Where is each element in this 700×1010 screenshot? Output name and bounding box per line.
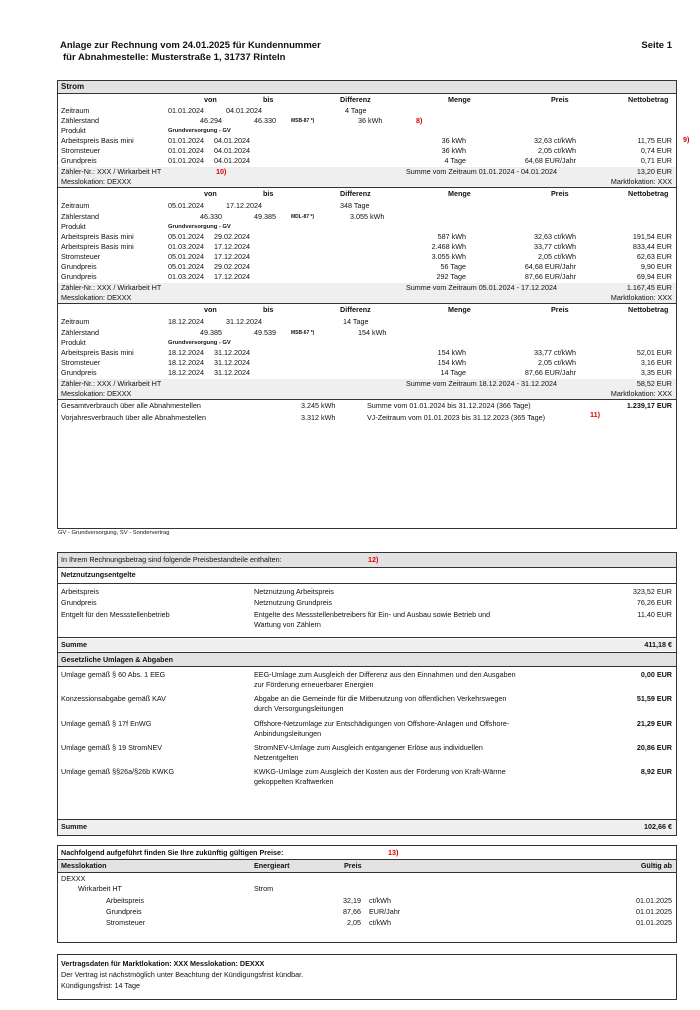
contract-title: Vertragsdaten für Marktlokation: XXX Messlokation: DEXXX xyxy=(61,959,265,968)
netz-summe-row: Summe 411,18 € xyxy=(58,639,676,651)
p1-zeitraum-row: Zeitraum 01.01.2024 04.01.2024 4 Tage xyxy=(61,106,367,115)
p3-zeitraum-row: Zeitraum 18.12.2024 31.12.2024 14 Tage xyxy=(61,317,369,326)
invoice-annex-title: Anlage zur Rechnung vom 24.01.2025 für Kundennummer xyxy=(60,40,321,51)
delivery-address: für Abnahmestelle: Musterstraße 1, 31737 Rinteln xyxy=(63,52,286,63)
p1-item-row: Grundpreis 01.01.2024 04.01.2024 4 Tage 64,68 EUR/Jahr 0,71 EUR xyxy=(61,156,672,165)
note-9: 9) xyxy=(683,135,690,144)
page-number: Seite 1 xyxy=(641,40,672,51)
netz-section-title: Netznutzungsentgelte xyxy=(61,570,136,579)
umlagen-section-title: Gesetzliche Umlagen & Abgaben xyxy=(58,653,676,666)
p3-item-row: Grundpreis 18.12.2024 31.12.2024 14 Tage 87,66 EUR/Jahr 3,35 EUR xyxy=(61,368,672,377)
umlage-row: Umlage gemäß § 17f EnWG Offshore-Netzumlage zur Entschädigungen von Offshore-Anlagen und Offshore- 21,29 EUR xyxy=(61,719,672,728)
umlage-row: Umlage gemäß § 19 StromNEV StromNEV-Umlage zum Ausgleich entgangener Erlöse aus individuellen 20,86 EUR xyxy=(61,743,672,752)
p1-zaehlerstand-row: Zählerstand 46.294 46.330 MSB-87 *) 36 kWh 8) xyxy=(61,116,423,125)
p2-item-row: Arbeitspreis Basis mini 01.03.2024 17.12.2024 2.468 kWh 33,77 ct/kWh 833,44 EUR xyxy=(61,242,672,251)
p2-summary-row: Zähler-Nr.: XXX / Wirkarbeit HT Summe vom Zeitraum 05.01.2024 - 17.12.2024 1.167,45 EUR xyxy=(58,283,676,293)
p3-zaehlerstand-row: Zählerstand 49.385 49.539 MSB-67 *) 154 kWh xyxy=(61,328,387,337)
p2-produkt-row: Produkt Grundversorgung - GV xyxy=(61,222,231,231)
p2-item-row: Stromsteuer 05.01.2024 17.12.2024 3.055 kWh 2,05 ct/kWh 62,63 EUR xyxy=(61,252,672,261)
strom-header xyxy=(58,81,676,93)
p1-produkt-row: Produkt Grundversorgung - GV xyxy=(61,126,231,135)
price-components-intro: In Ihrem Rechnungsbetrag sind folgende Preisbestandteile enthalten: 12) xyxy=(58,553,676,567)
p1-item-row: Stromsteuer 01.01.2024 04.01.2024 36 kWh 2,05 ct/kWh 0,74 EUR xyxy=(61,146,672,155)
p2-item-row: Grundpreis 05.01.2024 29.02.2024 56 Tage 64,68 EUR/Jahr 9,90 EUR xyxy=(61,262,672,271)
p2-zaehlerstand-row: Zählerstand 46.330 49.385 MDL-87 *) 3.055 kWh xyxy=(61,212,385,221)
p1-item-row: Arbeitspreis Basis mini 01.01.2024 04.01.2024 36 kWh 32,63 ct/kWh 11,75 EUR xyxy=(61,136,672,145)
p3-summary-row: Zähler-Nr.: XXX / Wirkarbeit HT Summe vom Zeitraum 18.12.2024 - 31.12.2024 58,52 EUR xyxy=(58,379,676,389)
future-prices-header: Messlokation Energieart Preis Gültig ab xyxy=(58,860,676,872)
future-price-row: Stromsteuer 2,05 ct/kWh 01.01.2025 xyxy=(106,918,672,927)
p1-location-row: Messlokation: DEXXX Marktlokation: XXX xyxy=(58,177,676,187)
netz-row: Entgelt für den Messstellenbetrieb Entgelte des Messstellenbetreibers für Ein- und Ausbau sowie Betrieb und 11,40 EUR xyxy=(61,610,672,619)
contract-line: Der Vertrag ist nächstmöglich unter Beachtung der Kündigungsfrist kündbar. xyxy=(61,970,304,979)
strom-title: Strom xyxy=(61,82,85,91)
umlage-row: Konzessionsabgabe gemäß KAV Abgabe an die Gemeinde für die Mitbenutzung von öffentlichen Verkehrswegen 51,59 EUR xyxy=(61,694,672,703)
future-prices-title: Nachfolgend aufgeführt finden Sie Ihre zukünftig gültigen Preise: 13) xyxy=(61,848,399,857)
p1-summary-row: Zähler-Nr.: XXX / Wirkarbeit HT 10) Summe vom Zeitraum 01.01.2024 - 04.01.2024 13,20 EUR xyxy=(58,167,676,177)
future-price-row: Arbeitspreis 32,19 ct/kWh 01.01.2025 xyxy=(106,896,672,905)
p3-column-header: von bis Differenz Menge Preis Nettobetrag xyxy=(204,305,669,314)
p2-location-row: Messlokation: DEXXX Marktlokation: XXX xyxy=(58,293,676,303)
p3-item-row: Stromsteuer 18.12.2024 31.12.2024 154 kWh 2,05 ct/kWh 3,16 EUR xyxy=(61,358,672,367)
p2-zeitraum-row: Zeitraum 05.01.2024 17.12.2024 348 Tage xyxy=(61,201,370,210)
p3-item-row: Arbeitspreis Basis mini 18.12.2024 31.12.2024 154 kWh 33,77 ct/kWh 52,01 EUR xyxy=(61,348,672,357)
umlage-row: Umlage gemäß § 60 Abs. 1 EEG EEG-Umlage zum Ausgleich der Differenz aus den Einnahmen und den Ausgaben 0,00 EUR xyxy=(61,670,672,679)
p3-location-row: Messlokation: DEXXX Marktlokation: XXX xyxy=(58,389,676,399)
p3-produkt-row: Produkt Grundversorgung - GV xyxy=(61,338,231,347)
future-prices-section: Nachfolgend aufgeführt finden Sie Ihre zukünftig gültigen Preise: 13) Messlokation Energieart Preis Gültig ab DEXXX Wirkarbeit HT Strom Arbeitspreis 32,19 ct/kWh 01.01.2025 Grundpreis 87,66 EUR/Jahr 01.01.2025 Stromsteuer 2,05 ct/kWh 01.01.2025 xyxy=(57,845,677,943)
footnote: GV - Grundversorgung, SV - Sondervertrag xyxy=(58,530,170,536)
price-components-section: In Ihrem Rechnungsbetrag sind folgende Preisbestandteile enthalten: 12) Netznutzungsentgelte Arbeitspreis Netznutzung Arbeitspreis 323,52 EUR Grundpreis Netznutzung Grundpreis 76,26 EUR Entgelt für den Messstellenbetrieb Entgelte des Messstellenbetreibers für Ein- und Ausbau sowie Betrieb und 11,40 EUR Wartung von Zählern Summe 411,18 € Gesetzliche Umlagen & Abgaben Umlage gemäß § 60 Abs. 1 EEG EEG-Umlage zum Ausgleich der Differenz aus den Einnahmen und den Ausgaben 0,00 EUR zur Förderung erneuerbarer Energien Konzessionsabgabe gemäß KAV Abgabe an die Gemeinde für die Mitbenutzung von öffentlichen Verkehrswegen 51,59 EUR durch Versorgungsleitungen Umlage gemäß § 17f EnWG Offshore-Netzumlage zur Entschädigungen von Offshore-Anlagen und Offshore- 21,29 EUR Anbindungsleitungen Umlage gemäß § 19 StromNEV StromNEV-Umlage zum Ausgleich entgangener Erlöse aus individuellen 20,86 EUR Netzentgelten Umlage gemäß §§26a/§26b KWKG KWKG-Umlage zum Ausgleich der Kosten aus der Förderung von Kraft-Wärme 8,92 EUR gekoppelten Kraftwerken Summe 102,66 € xyxy=(57,552,677,836)
p2-column-header: von bis Differenz Menge Preis Nettobetrag xyxy=(204,189,669,198)
strom-section xyxy=(57,80,677,529)
p1-column-header: von bis Differenz Menge Preis Nettobetrag xyxy=(204,95,669,104)
netz-row: Grundpreis Netznutzung Grundpreis 76,26 EUR xyxy=(61,598,672,607)
p2-item-row: Arbeitspreis Basis mini 05.01.2024 29.02.2024 587 kWh 32,63 ct/kWh 191,54 EUR xyxy=(61,232,672,241)
vorjahresverbrauch-row: Vorjahresverbrauch über alle Abnahmestellen 3.312 kWh VJ-Zeitraum vom 01.01.2023 bis 31.12.2023 (365 Tage) 11) xyxy=(61,410,600,422)
p2-item-row: Grundpreis 01.03.2024 17.12.2024 292 Tage 87,66 EUR/Jahr 69,94 EUR xyxy=(61,272,672,281)
contract-section xyxy=(57,954,677,1000)
cancellation-period: Kündigungsfrist: 14 Tage xyxy=(61,981,140,990)
umlagen-summe-row: Summe 102,66 € xyxy=(58,820,676,835)
umlage-row: Umlage gemäß §§26a/§26b KWKG KWKG-Umlage zum Ausgleich der Kosten aus der Förderung von Kraft-Wärme 8,92 EUR xyxy=(61,767,672,776)
gesamtverbrauch-row: Gesamtverbrauch über alle Abnahmestellen 3.245 kWh Summe vom 01.01.2024 bis 31.12.2024 (366 Tage) 1.239,17 EUR xyxy=(61,401,672,410)
netz-row: Arbeitspreis Netznutzung Arbeitspreis 323,52 EUR xyxy=(61,587,672,596)
future-price-row: Grundpreis 87,66 EUR/Jahr 01.01.2025 xyxy=(106,907,672,916)
